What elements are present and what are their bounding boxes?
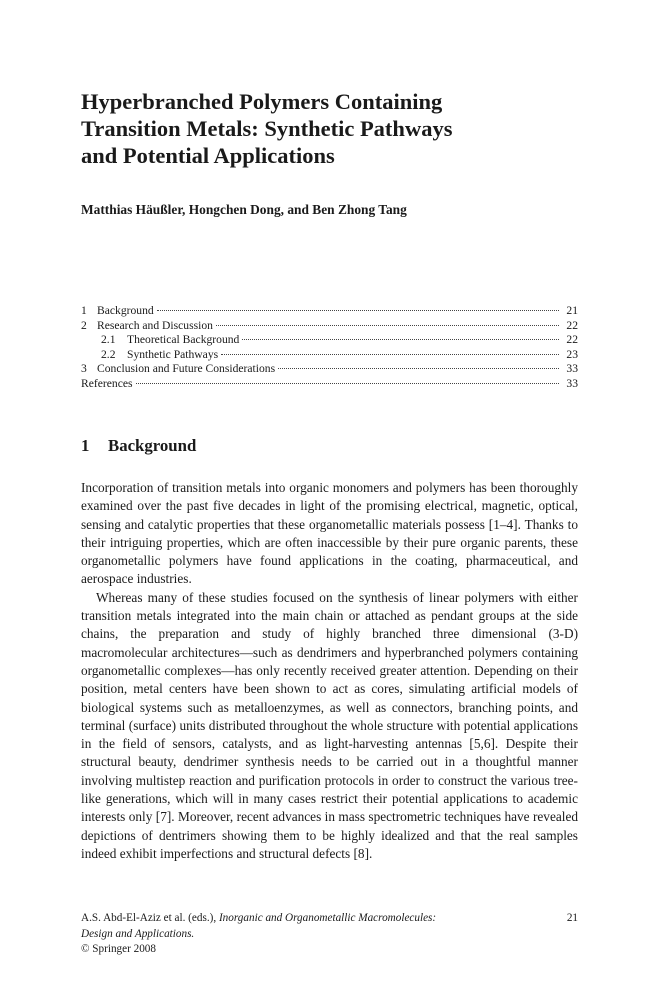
page-number: 21 (566, 912, 578, 924)
body-text (81, 479, 578, 863)
toc-entry[interactable] (81, 319, 578, 334)
toc-entry-label: References (81, 376, 133, 390)
citation-line (81, 927, 578, 943)
toc-entry[interactable] (81, 377, 578, 392)
page-footer (81, 911, 578, 958)
toc-entry-page: 22 (566, 333, 578, 347)
section-heading (81, 436, 196, 456)
toc-entry-number: 2.2 (101, 347, 116, 361)
citation-prefix: A.S. Abd-El-Aziz et al. (eds.), (81, 912, 219, 924)
paragraph: Whereas many of these studies focused on the synthesis of linear polymers with either transition metals integrated into the main chain or attached as pendant groups at the side chains, the preparation and study of highly branched three dimensional (3-D) macromolecular architectures—such as dendrimers and hyperbranched polymers containing organometallic complexes—has only recently received greater attention. Depending on their position, metal centers have been shown to act as cores, simulating artificial models of biological systems such as metalloenzymes, as well as connectors, branching points, and terminal (surface) units distributed throughout the whole structure with potential applications in the field of sensors, catalysts, and as light-harvesting antennas [5,6]. Despite their structural beauty, dendrimer synthesis needs to be carried out in a thoughtful manner involving multistep reaction and purification protocols in order to construct the various tree-like generations, which will in many cases restrict their potential applications to academic interests only [7]. Moreover, recent advances in mass spectrometric techniques have revealed depictions of dentrimers showing them to be highly idealized and that the real samples indeed exhibit imperfections and structural defects [8]. (81, 589, 578, 861)
toc-entry[interactable] (81, 304, 578, 319)
toc-leader-dots (157, 309, 559, 311)
toc-entry-label: Conclusion and Future Considerations (97, 362, 276, 376)
section-title: Background (108, 436, 197, 455)
toc-entry-number: 2 (81, 318, 87, 332)
toc-entry[interactable] (81, 348, 578, 363)
toc-leader-dots (221, 353, 559, 355)
citation-book-title: Inorganic and Organometallic Macromolecules: (218, 912, 437, 924)
chapter-title-line: Hyperbranched Polymers Containing (81, 89, 443, 114)
toc-entry-label: Theoretical Background (127, 333, 240, 347)
citation-line (81, 911, 578, 927)
section-number: 1 (81, 436, 90, 455)
chapter-title (81, 88, 561, 169)
toc-entry-page: 22 (566, 318, 578, 332)
toc-leader-dots (136, 382, 560, 384)
paragraph: Incorporation of transition metals into organic monomers and polymers has been thoroughly examined over the past five decades in light of the promising electrical, magnetic, optical, sensing and catalytic properties that these organometallic materials possess [1–4]. Thanks to their intriguing properties, which are often inaccessible by their pure organic parents, these organometallic polymers have found applications in the coating, pharmaceutical, and aerospace industries. (81, 480, 578, 587)
toc-entry-page: 33 (566, 362, 578, 376)
author-list: Matthias Häußler, Hongchen Dong, and Ben Zhong Tang (81, 202, 407, 217)
chapter-title-line: Transition Metals: Synthetic Pathways (81, 116, 453, 141)
toc-entry[interactable] (81, 333, 578, 348)
toc-entry-label: Background (97, 304, 154, 317)
citation-book-title: Design and Applications. (81, 927, 195, 940)
toc-entry-number: 2.1 (101, 333, 116, 347)
toc-entry[interactable] (81, 362, 578, 377)
toc-entry-page: 33 (566, 376, 578, 390)
chapter-title-line: and Potential Applications (81, 143, 335, 168)
toc-leader-dots (242, 338, 559, 340)
toc-entry-number: 1 (81, 304, 87, 317)
toc-entry-page: 21 (566, 304, 578, 317)
toc-leader-dots (278, 367, 559, 369)
table-of-contents (81, 304, 578, 392)
toc-entry-label: Research and Discussion (97, 318, 213, 332)
copyright-line: © Springer 2008 (81, 943, 156, 955)
toc-entry-page: 23 (566, 347, 578, 361)
toc-entry-number: 3 (81, 362, 87, 376)
toc-leader-dots (216, 324, 559, 326)
toc-entry-label: Synthetic Pathways (127, 347, 219, 361)
